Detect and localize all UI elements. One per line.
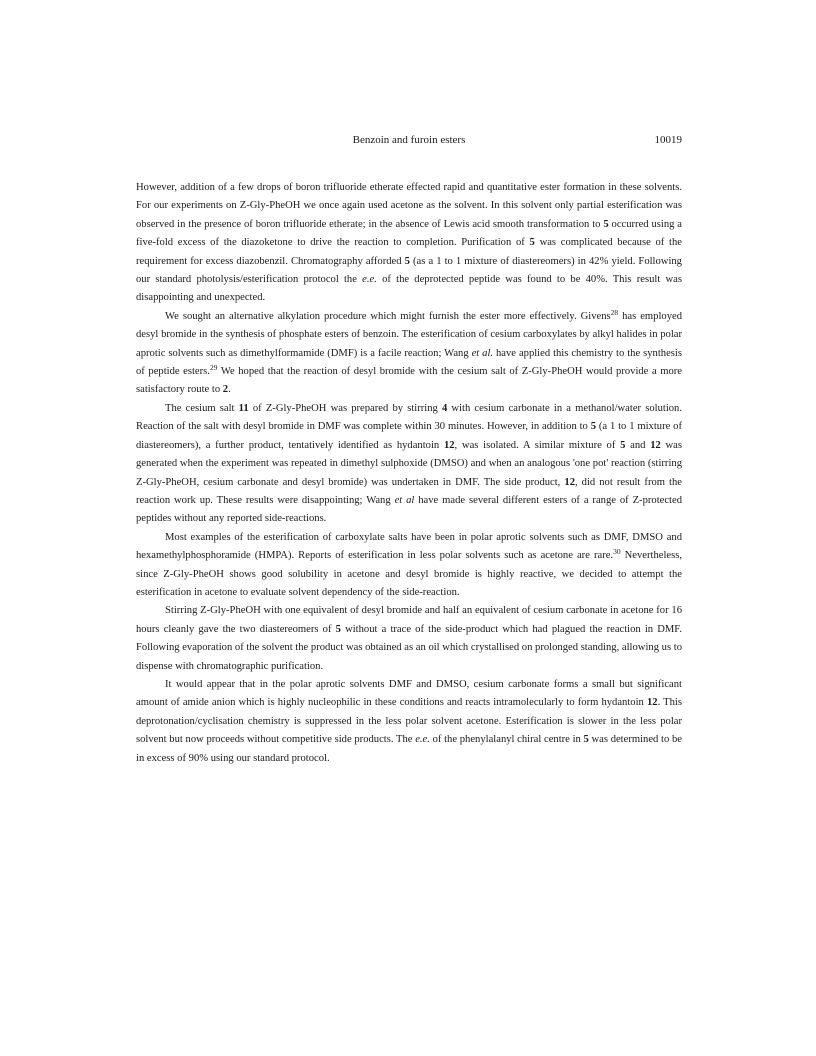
text-run: Stirring Z-Gly-PheOH with one equivalent of desyl bromide and half an equivalent of cesium carbonate in acetone for 16 hours cleanly gave the two diastereomers of [136,605,682,635]
paragraph [136,400,682,529]
compound-number: 11 [238,402,249,414]
paragraph [136,308,682,400]
italic-text: et al. [471,347,494,359]
text-run: . This deprotonation/cyclisation chemistry is suppressed in the less polar solvent acetone. Esterification is slower in the less polar solvent but now proceeds without competitive side products. The [136,697,682,746]
text-run: have applied this chemistry to the synthesis of peptide esters. [136,347,682,378]
compound-number: 5 [404,255,410,267]
italic-text: e.e. [415,734,430,746]
text-run: Most examples of the esterification of carboxylate salts have been in polar aprotic solvents such as DMF, DMSO and hexamethylphosphoramide (HMPA). Reports of esterification in less polar solvents such as acetone are rare. [136,531,682,562]
paragraph [136,602,682,676]
text-run: occurred using a five-fold excess of the diazoketone to drive the reaction to completion. Purification of [136,218,683,249]
text-run: (a 1 to 1 mixture of diastereomers), a further product, tentatively identified as hydantoin [136,421,682,451]
compound-number: 4 [441,402,448,414]
text-run: of the deprotected peptide was found to be 40%. This result was disappointing and unexpected. [136,274,682,304]
compound-number: 5 [620,439,626,451]
text-run: has employed desyl bromide in the synthesis of phosphate esters of benzoin. The esterification of cesium carboxylates by alkyl halides in polar aprotic solvents such as dimethylformamide (DMF) is a facile reaction; Wang [136,310,682,359]
compound-number: 5 [529,237,535,249]
text-run: We hoped that the reaction of desyl bromide with the cesium salt of Z-Gly-PheOH would provide a more satisfactory route to [136,366,682,396]
paragraph [136,676,682,768]
text-run: The cesium salt [165,402,239,414]
text-run: of the phenylalanyl chiral centre in [429,734,584,746]
text-run: of Z-Gly-PheOH was prepared by stirring [248,402,442,414]
text-run: . [228,384,231,396]
reference-superscript: 28 [610,307,619,317]
compound-number: 12 [646,697,658,709]
compound-number: 12 [564,476,575,488]
text-run: We sought an alternative alkylation procedure which might furnish the ester more effectively. Givens [165,310,611,322]
body-text [136,179,682,768]
compound-number: 5 [335,623,341,635]
text-run: It would appear that in the polar aprotic solvents DMF and DMSO, cesium carbonate forms a small but significant amount of amide anion which is highly nucleophilic in these conditions and reacts intramolecularly to form hydantoin [136,678,682,709]
compound-number: 12 [650,439,661,451]
text-run: with cesium carbonate in a methanol/water solution. Reaction of the salt with desyl bromide in DMF was complete within 30 minutes. However, in addition to [136,402,683,433]
text-run: Nevertheless, since Z-Gly-PheOH shows good solubility in acetone and desyl bromide is highly reactive, we decided to attempt the esterification in acetone to evaluate solvent dependency of the side-reaction. [136,550,682,598]
paragraph [136,529,682,603]
text-run: have made several different esters of a range of Z-protected peptides without any reported side-reactions. [136,494,682,525]
running-title: Benzoin and furoin esters [352,134,466,146]
text-run: However, addition of a few drops of boron trifluoride etherate effected rapid and quantitative ester formation in these solvents. For our experiments on Z-Gly-PheOH we once again used acetone as the solvent. In this solvent only partial esterification was observed in the presence of boron trifluoride etherate; in the absence of Lewis acid smooth transformation to [136,182,682,230]
italic-text: e.e. [362,274,377,286]
text-run: and [625,439,651,451]
text-run: was generated when the experiment was repeated in dimethyl sulphoxide (DMSO) and when an analogous 'one pot' reaction (stirring Z-Gly-PheOH, cesium carbonate and desyl bromide) was undertaken in DMF. The side product, [136,439,683,488]
text-run: (as a 1 to 1 mixture of diastereomers) in 42% yield. Following our standard photolysis/esterification protocol the [136,255,682,286]
compound-number: 12 [443,439,455,451]
compound-number: 2 [222,384,229,396]
text-run: was complicated because of the requirement for excess diazobenzil. Chromatography afforded [136,237,683,267]
compound-number: 5 [603,218,609,230]
compound-number: 5 [590,421,596,433]
paragraph [136,179,682,308]
compound-number: 5 [583,734,589,746]
reference-superscript: 29 [209,363,218,373]
italic-text: et al [394,494,415,506]
text-run: was determined to be in excess of 90% using our standard protocol. [136,734,682,764]
text-run: without a trace of the side-product which had plagued the reaction in DMF. Following evaporation of the solvent the product was obtained as an oil which crystallised on prolonged standing, allowing us to dispense with chromatographic purification. [136,623,682,672]
page-header [136,134,682,150]
text-run: , did not result from the reaction work up. These results were disappointing; Wang [136,476,682,506]
page-number: 10019 [654,134,682,146]
reference-superscript: 30 [613,547,621,557]
text-run: , was isolated. A similar mixture of [454,439,621,451]
